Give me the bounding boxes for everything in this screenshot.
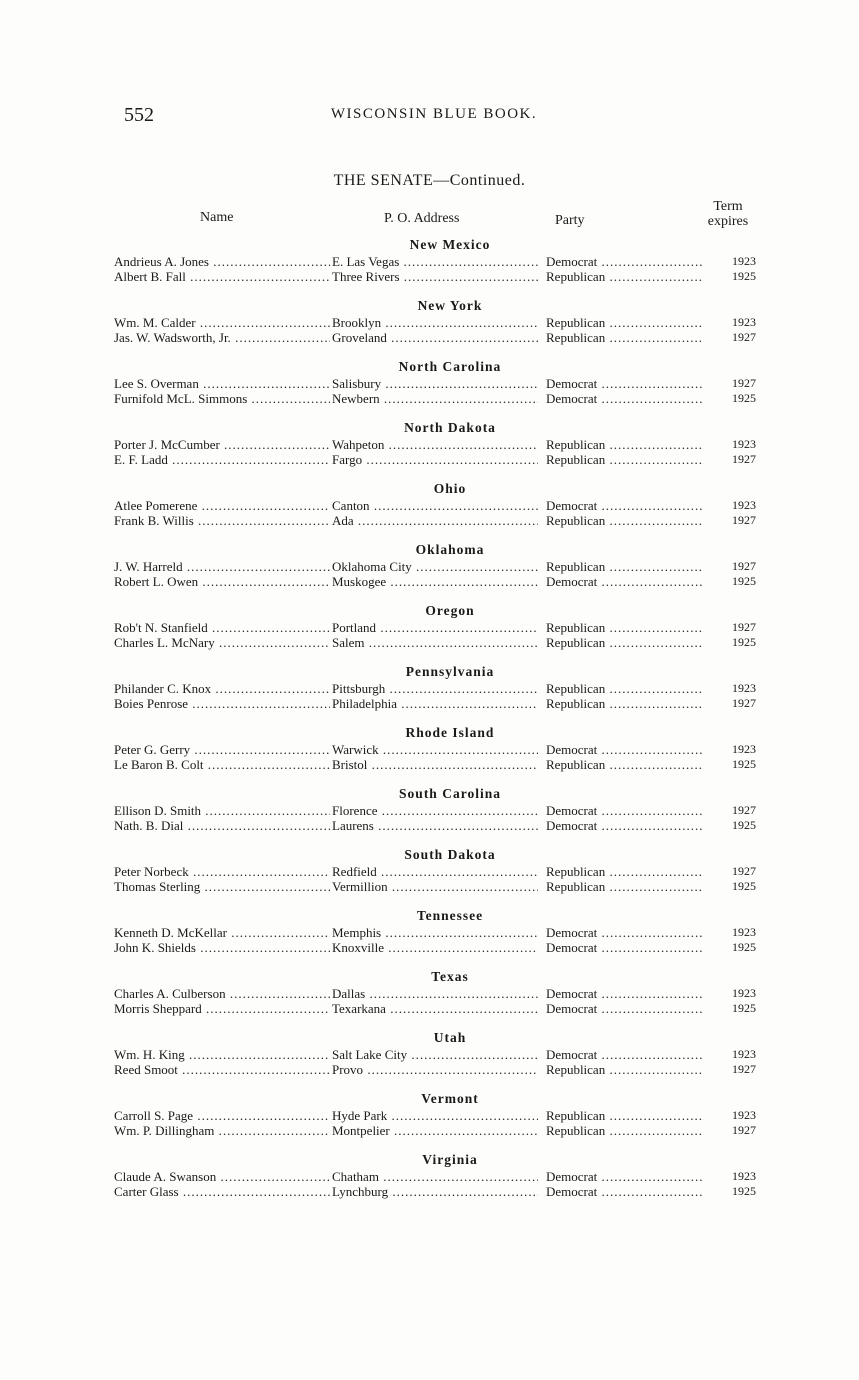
senator-name: Charles A. Culberson .....	[114, 986, 330, 1001]
senator-party: Democrat .....	[546, 803, 704, 818]
senator-name: Charles L. McNary .....	[114, 635, 330, 650]
senator-term: 1927	[732, 452, 756, 466]
senator-term: 1927	[732, 864, 756, 878]
state-heading: North Carolina	[398, 359, 502, 374]
senator-row	[100, 498, 760, 513]
senator-address: Montpelier .....	[332, 1123, 538, 1138]
state-block	[100, 602, 760, 650]
senator-row	[100, 635, 760, 650]
senator-party: Democrat .....	[546, 254, 704, 269]
senator-row	[100, 696, 760, 711]
senator-address: Provo .....	[332, 1062, 538, 1077]
state-block	[100, 480, 760, 528]
state-block	[100, 846, 760, 894]
page-header	[124, 104, 744, 128]
senator-term: 1923	[732, 1169, 756, 1183]
state-heading: New Mexico	[409, 237, 491, 252]
state-block	[100, 968, 760, 1016]
column-header-party: Party	[555, 213, 585, 228]
senator-party: Republican .....	[546, 315, 704, 330]
senator-address: Muskogee .....	[332, 574, 538, 589]
senator-row	[100, 879, 760, 894]
senator-term: 1927	[732, 620, 756, 634]
senator-party: Republican .....	[546, 681, 704, 696]
senator-name: Robert L. Owen .....	[114, 574, 330, 589]
senator-address: Warwick .....	[332, 742, 538, 757]
senator-row	[100, 1123, 760, 1138]
senator-name: Peter Norbeck .....	[114, 864, 330, 879]
senator-name: Peter G. Gerry .....	[114, 742, 330, 757]
senator-row	[100, 925, 760, 940]
senator-term: 1927	[732, 559, 756, 573]
senator-name: Claude A. Swanson .....	[114, 1169, 330, 1184]
senator-name: Thomas Sterling .....	[114, 879, 330, 894]
senator-party: Democrat .....	[546, 376, 704, 391]
senator-address: Brooklyn .....	[332, 315, 538, 330]
senator-name: Atlee Pomerene .....	[114, 498, 330, 513]
senator-name: Carter Glass .....	[114, 1184, 330, 1199]
senator-name: Rob't N. Stanfield .....	[114, 620, 330, 635]
state-heading: Pennsylvania	[405, 664, 495, 679]
senator-address: Ada .....	[332, 513, 538, 528]
state-block	[100, 907, 760, 955]
senator-address: Chatham .....	[332, 1169, 538, 1184]
senator-row	[100, 1047, 760, 1062]
senator-address: Newbern .....	[332, 391, 538, 406]
senator-term: 1925	[732, 940, 756, 954]
senator-party: Democrat .....	[546, 1184, 704, 1199]
section-title: THE SENATE—Continued.	[333, 172, 526, 189]
state-heading: North Dakota	[404, 420, 496, 435]
senator-row	[100, 437, 760, 452]
senator-term: 1925	[732, 1184, 756, 1198]
senator-name: Albert B. Fall .....	[114, 269, 330, 284]
state-block	[100, 541, 760, 589]
senator-row	[100, 391, 760, 406]
state-heading: Oregon	[425, 603, 475, 618]
senator-name: Furnifold McL. Simmons .....	[114, 391, 330, 406]
senator-party: Democrat .....	[546, 925, 704, 940]
senator-party: Republican .....	[546, 757, 704, 772]
senator-address: Groveland .....	[332, 330, 538, 345]
senator-term: 1923	[732, 681, 756, 695]
state-heading: Texas	[431, 969, 469, 984]
state-block	[100, 663, 760, 711]
senator-row	[100, 940, 760, 955]
senator-term: 1925	[732, 1001, 756, 1015]
senator-address: Salem .....	[332, 635, 538, 650]
senator-name: Wm. P. Dillingham .....	[114, 1123, 330, 1138]
senator-address: Redfield .....	[332, 864, 538, 879]
senator-row	[100, 513, 760, 528]
senator-party: Democrat .....	[546, 1001, 704, 1016]
senator-row	[100, 1062, 760, 1077]
senator-address: Three Rivers .....	[332, 269, 538, 284]
senator-row	[100, 330, 760, 345]
senator-term: 1925	[732, 818, 756, 832]
senator-term: 1927	[732, 1123, 756, 1137]
state-block	[100, 358, 760, 406]
state-heading: New York	[417, 298, 483, 313]
senator-name: Ellison D. Smith .....	[114, 803, 330, 818]
senator-term: 1923	[732, 925, 756, 939]
senator-address: Bristol .....	[332, 757, 538, 772]
state-heading: South Dakota	[404, 847, 496, 862]
state-heading: Virginia	[422, 1152, 478, 1167]
senator-row	[100, 376, 760, 391]
senator-address: Canton .....	[332, 498, 538, 513]
state-heading: Tennessee	[416, 908, 484, 923]
senator-row	[100, 864, 760, 879]
senator-name: Frank B. Willis .....	[114, 513, 330, 528]
senator-address: Fargo .....	[332, 452, 538, 467]
senator-term: 1923	[732, 1108, 756, 1122]
page-number: 552	[124, 104, 154, 126]
senator-party: Democrat .....	[546, 1169, 704, 1184]
senator-term: 1923	[732, 498, 756, 512]
senator-party: Republican .....	[546, 1062, 704, 1077]
state-block	[100, 236, 760, 284]
senator-party: Republican .....	[546, 330, 704, 345]
senator-row	[100, 269, 760, 284]
column-header-address: P. O. Address	[384, 211, 460, 226]
senator-address: Texarkana .....	[332, 1001, 538, 1016]
senator-row	[100, 1108, 760, 1123]
senator-term: 1927	[732, 376, 756, 390]
senator-party: Republican .....	[546, 696, 704, 711]
senator-row	[100, 757, 760, 772]
senator-address: Florence .....	[332, 803, 538, 818]
senator-term: 1923	[732, 437, 756, 451]
senator-name: Wm. M. Calder .....	[114, 315, 330, 330]
senator-row	[100, 559, 760, 574]
senator-party: Democrat .....	[546, 818, 704, 833]
senator-term: 1927	[732, 513, 756, 527]
senator-party: Republican .....	[546, 620, 704, 635]
state-heading: Vermont	[421, 1091, 479, 1106]
senator-name: Morris Sheppard .....	[114, 1001, 330, 1016]
senator-address: Oklahoma City .....	[332, 559, 538, 574]
state-heading: Ohio	[433, 481, 467, 496]
senator-name: Kenneth D. McKellar .....	[114, 925, 330, 940]
senator-address: Vermillion .....	[332, 879, 538, 894]
senator-party: Democrat .....	[546, 940, 704, 955]
senator-party: Democrat .....	[546, 1047, 704, 1062]
column-header-term: Term expires	[707, 199, 749, 229]
senator-address: Knoxville .....	[332, 940, 538, 955]
senator-party: Democrat .....	[546, 986, 704, 1001]
senator-term: 1927	[732, 803, 756, 817]
senator-name: Porter J. McCumber .....	[114, 437, 330, 452]
senator-name: Wm. H. King .....	[114, 1047, 330, 1062]
senator-term: 1923	[732, 742, 756, 756]
senator-name: Boies Penrose .....	[114, 696, 330, 711]
senator-name: Lee S. Overman .....	[114, 376, 330, 391]
senator-address: Pittsburgh .....	[332, 681, 538, 696]
senator-party: Republican .....	[546, 269, 704, 284]
senator-name: Reed Smoot .....	[114, 1062, 330, 1077]
senator-address: Wahpeton .....	[332, 437, 538, 452]
senator-address: Dallas .....	[332, 986, 538, 1001]
state-block	[100, 419, 760, 467]
senator-name: Philander C. Knox .....	[114, 681, 330, 696]
senator-party: Democrat .....	[546, 574, 704, 589]
senator-address: E. Las Vegas .....	[332, 254, 538, 269]
senator-party: Democrat .....	[546, 498, 704, 513]
state-block	[100, 1029, 760, 1077]
senator-row	[100, 681, 760, 696]
senator-term: 1925	[732, 879, 756, 893]
senator-name: Jas. W. Wadsworth, Jr. .....	[114, 330, 330, 345]
senator-address: Hyde Park .....	[332, 1108, 538, 1123]
senator-party: Republican .....	[546, 452, 704, 467]
senator-name: John K. Shields .....	[114, 940, 330, 955]
senator-party: Republican .....	[546, 513, 704, 528]
senator-term: 1925	[732, 391, 756, 405]
senator-address: Laurens .....	[332, 818, 538, 833]
senator-name: E. F. Ladd .....	[114, 452, 330, 467]
senator-row	[100, 254, 760, 269]
state-block	[100, 1090, 760, 1138]
senator-address: Memphis .....	[332, 925, 538, 940]
senator-party: Republican .....	[546, 635, 704, 650]
senator-term: 1925	[732, 269, 756, 283]
senator-row	[100, 742, 760, 757]
senator-name: Carroll S. Page .....	[114, 1108, 330, 1123]
senator-row	[100, 818, 760, 833]
senator-term: 1927	[732, 1062, 756, 1076]
senator-address: Portland .....	[332, 620, 538, 635]
senator-party: Republican .....	[546, 559, 704, 574]
senator-party: Republican .....	[546, 864, 704, 879]
senator-name: Andrieus A. Jones .....	[114, 254, 330, 269]
senator-name: J. W. Harreld .....	[114, 559, 330, 574]
senator-party: Democrat .....	[546, 391, 704, 406]
senator-term: 1923	[732, 254, 756, 268]
senate-roster	[100, 236, 760, 1212]
senator-party: Republican .....	[546, 437, 704, 452]
senator-row	[100, 452, 760, 467]
senator-term: 1927	[732, 330, 756, 344]
senator-address: Philadelphia .....	[332, 696, 538, 711]
senator-party: Democrat .....	[546, 742, 704, 757]
senator-row	[100, 620, 760, 635]
senator-row	[100, 1184, 760, 1199]
senator-term: 1927	[732, 696, 756, 710]
senator-party: Republican .....	[546, 1108, 704, 1123]
senator-term: 1923	[732, 1047, 756, 1061]
senator-row	[100, 986, 760, 1001]
senator-party: Republican .....	[546, 1123, 704, 1138]
senator-row	[100, 315, 760, 330]
running-title: WISCONSIN BLUE BOOK.	[330, 106, 538, 122]
senator-address: Lynchburg .....	[332, 1184, 538, 1199]
senator-row	[100, 574, 760, 589]
senator-row	[100, 1169, 760, 1184]
senator-row	[100, 803, 760, 818]
state-block	[100, 297, 760, 345]
state-heading: Rhode Island	[405, 725, 495, 740]
state-heading: Oklahoma	[415, 542, 485, 557]
senator-address: Salisbury .....	[332, 376, 538, 391]
state-block	[100, 1151, 760, 1199]
senator-term: 1925	[732, 635, 756, 649]
senator-term: 1925	[732, 757, 756, 771]
state-block	[100, 724, 760, 772]
state-block	[100, 785, 760, 833]
senator-name: Le Baron B. Colt .....	[114, 757, 330, 772]
senator-term: 1923	[732, 315, 756, 329]
senator-address: Salt Lake City .....	[332, 1047, 538, 1062]
senator-row	[100, 1001, 760, 1016]
senator-term: 1923	[732, 986, 756, 1000]
senator-name: Nath. B. Dial .....	[114, 818, 330, 833]
state-heading: Utah	[433, 1030, 467, 1045]
column-header-name: Name	[200, 210, 234, 225]
senator-party: Republican .....	[546, 879, 704, 894]
state-heading: South Carolina	[399, 786, 501, 801]
senator-term: 1925	[732, 574, 756, 588]
